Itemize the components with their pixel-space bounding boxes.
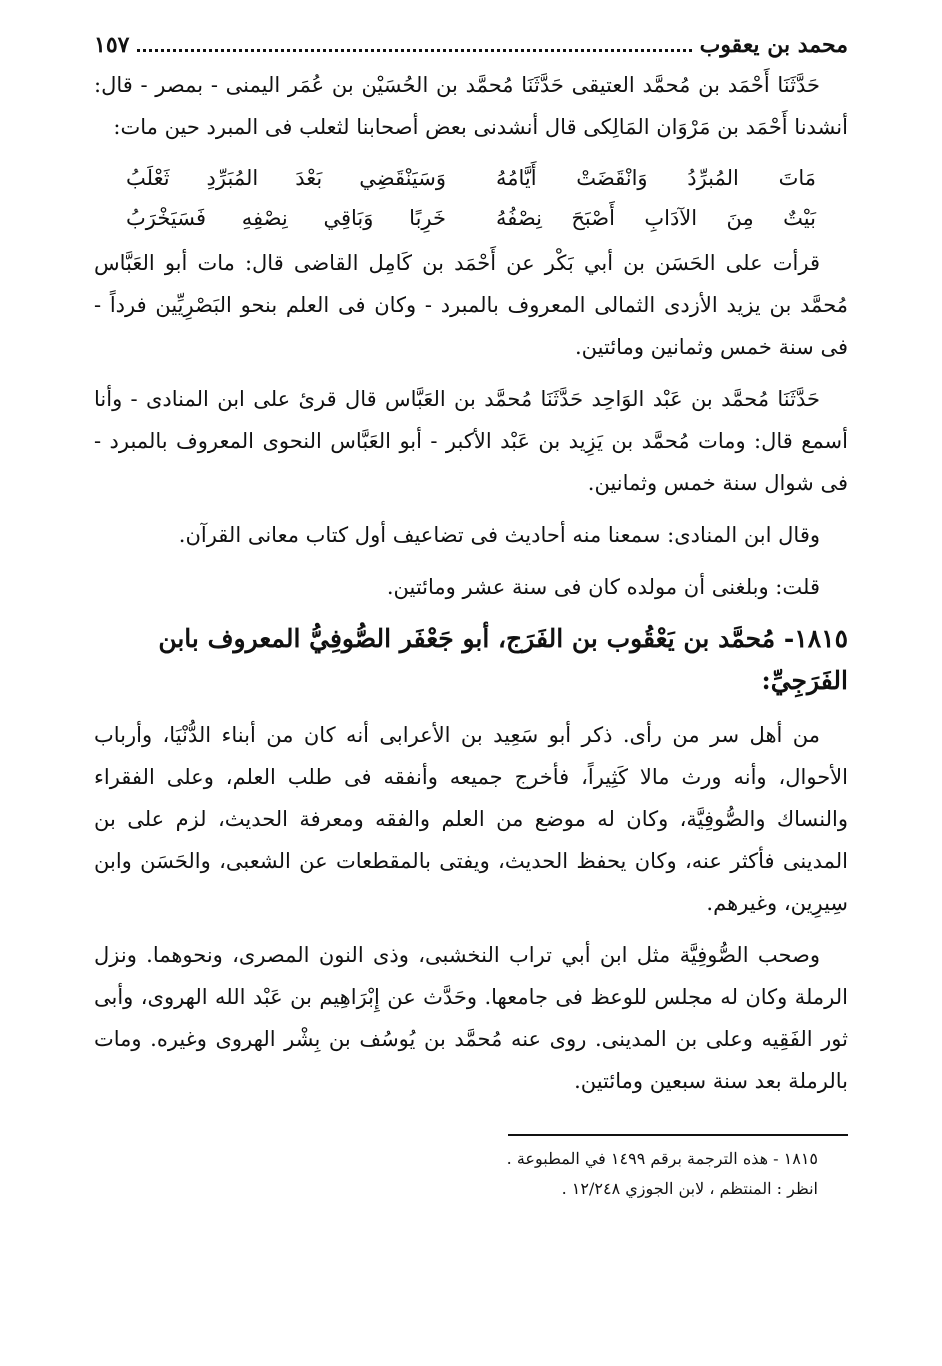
paragraph-birth-note: قلت: وبلغنى أن مولده كان فى سنة عشر ومائتين. bbox=[386, 575, 820, 599]
book-page bbox=[94, 28, 848, 1204]
page-number: ١٥٧ bbox=[94, 32, 130, 58]
entry-heading: ١٨١٥- مُحمَّد بن يَعْقُوب بن الفَرَج، أبو جَعْفَر الصُّوفِيُّ المعروف بابن الفَرَجِيِّ: bbox=[158, 624, 848, 695]
verse-1-first-hemistich: مَاتَ المُبرِّدُ وَانْقَضَتْ أَيَّامُهُ bbox=[496, 166, 816, 190]
leader-dots bbox=[137, 49, 691, 52]
poem bbox=[126, 158, 816, 238]
footnote-separator bbox=[508, 1134, 848, 1136]
paragraph-biography: من أهل سر من رأى. ذكر أبو سَعِيد بن الأعرابى أنه كان من أبناء الدُّنْيَا، وأرباب الأحوال، وأنه ورث مالا كَثِيراً، فأخرج جميعه وأنفقه فى طلب العلم، وعلى الفقراء والنساك والصُّوفِيَّة، وكان له موضع من العلم والفقه ومعرفة الحديث، لزم على بن المدينى فأكثر عنه، وكان يحفظ الحديث، ويفتى بالمقطعات عن الشعبى، والحَسَن وابن سِيرِين، وغيرهم. bbox=[94, 723, 848, 915]
paragraph-companions: وصحب الصُّوفِيَّة مثل ابن أبي تراب النخشبى، وذى النون المصرى، ونحوهما. ونزل الرملة وكان له مجلس للوعظ فى جامعها. وحَدَّث عن إِبْرَاهِيم بن عَبْد الله الهروى، وأبى ثور الفَقِيه وعلى بن المدينى. روى عنه مُحمَّد بن يُوسُف بن بِشْر الهروى وغيره. ومات بالرملة بعد سنة سبعين ومائتين. bbox=[94, 943, 848, 1093]
paragraph-ibn-munadi: حَدَّثَنَا مُحمَّد بن عَبْد الوَاحِد حَدَّثَنَا مُحمَّد بن العَبَّاس قال قرئ على ابن المنادى - وأنا أسمع قال: ومات مُحمَّد بن يَزِيد بن عَبْد الأكبر - أبو العَبَّاس النحوى المعروف بالمبرد - فى شوال سنة خمس وثمانين. bbox=[94, 387, 848, 495]
verse-1 bbox=[126, 158, 816, 198]
verse-2-second-hemistich: خَرِبًا وَبَاقِي نِصْفِهِ فَسَيَخْرَبُ bbox=[126, 206, 446, 230]
verse-2 bbox=[126, 198, 816, 238]
paragraph-death-report: قرأت على الحَسَن بن أبي بَكْر عن أَحْمَد بن كَامِل القاضى قال: مات أبو العَبَّاس مُحمَّد بن يزيد الأزدى الثمالى المعروف بالمبرد - وكان فى العلم بنحو البَصْرِيِّين فرداً - فى سنة خمس وثمانين ومائتين. bbox=[94, 251, 848, 359]
running-title: محمد بن يعقوب bbox=[699, 32, 848, 58]
footnote-1: ١٨١٥ - هذه الترجمة برقم ١٤٩٩ في المطبوعة . bbox=[506, 1149, 818, 1168]
paragraph-hadith-note: وقال ابن المنادى: سمعنا منه أحاديث فى تضاعيف أول كتاب معانى القرآن. bbox=[178, 523, 820, 547]
page-header bbox=[94, 28, 848, 64]
footnote-2: انظر : المنتظم ، لابن الجوزي ١٢/٢٤٨ . bbox=[561, 1179, 818, 1198]
paragraph-isnad: حَدَّثَنَا أَحْمَد بن مُحمَّد العتيقى حَدَّثَنَا مُحمَّد بن الحُسَيْن بن عُمَر اليمنى - بمصر - قال: أنشدنا أَحْمَد بن مَرْوَان المَالِكى قال أنشدنى بعض أصحابنا لثعلب فى المبرد حين مات: bbox=[94, 73, 848, 139]
verse-1-second-hemistich: وَسَيَنْقَضِي بَعْدَ المُبَرِّدِ ثَعْلَبُ bbox=[126, 166, 446, 190]
verse-2-first-hemistich: بَيْتٌ مِنَ الآدَابِ أَصْبَحَ نِصْفُهُ bbox=[496, 206, 816, 230]
